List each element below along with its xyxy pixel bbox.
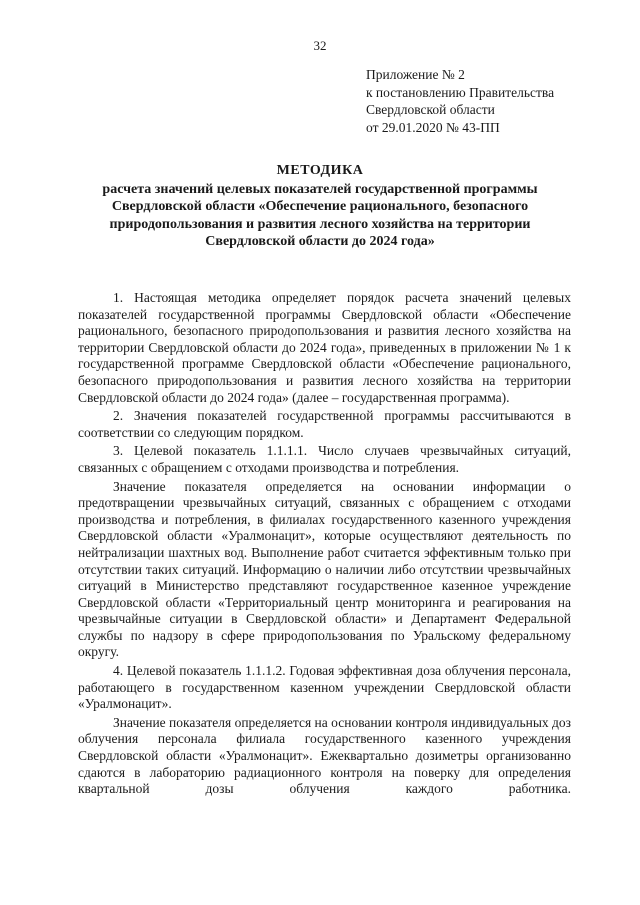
paragraph-2: 2. Значения показателей государственной программы рассчитываются в соответствии со следующим порядком. bbox=[78, 408, 571, 440]
appendix-block bbox=[366, 66, 554, 136]
paragraph-6: Значение показателя определяется на основании контроля индивидуальных доз облучения персонала филиала государственного казенного учреждения Свердловской области «Уралмонацит». Ежеквартально дозиметры организованно сдаются в лабораторию радиационного контроля на поверку для определения квартальной дозы облучения каждого работника. bbox=[78, 714, 571, 797]
appendix-line: от 29.01.2020 № 43-ПП bbox=[366, 119, 500, 135]
title-line: расчета значений целевых показателей государственной программы bbox=[102, 181, 538, 197]
title-line: Свердловской области до 2024 года» bbox=[205, 234, 435, 249]
paragraph-3: 3. Целевой показатель 1.1.1.1. Число случаев чрезвычайных ситуаций, связанных с обращением с отходами производства и потребления. bbox=[78, 443, 571, 475]
title-line: природопользования и развития лесного хозяйства на территории bbox=[109, 216, 531, 232]
appendix-line: Приложение № 2 bbox=[366, 67, 465, 82]
appendix-line: к постановлению Правительства bbox=[366, 84, 555, 100]
appendix-line: Свердловской области bbox=[366, 102, 495, 117]
document-body bbox=[78, 290, 571, 800]
paragraph-5: 4. Целевой показатель 1.1.1.2. Годовая эффективная доза облучения персонала, работающего в государственном казенном учреждении Свердловской области «Уралмонацит». bbox=[78, 663, 571, 712]
page-number: 32 bbox=[313, 38, 327, 53]
document-title bbox=[72, 162, 568, 251]
title-heading: МЕТОДИКА bbox=[276, 163, 364, 178]
title-line: Свердловской области «Обеспечение рационального, безопасного bbox=[111, 199, 529, 214]
paragraph-4: Значение показателя определяется на основании информации о предотвращении чрезвычайных ситуаций, связанных с обращением с отходами производства и потребления, в филиалах государственного казенного учреждения Свердловской области «Уралмонацит», которые осуществляют деятельность по нейтрализации шахтных вод. Выполнение работ считается эффективным только при отсутствии таких ситуаций. Информацию о наличии либо отсутствии чрезвычайных ситуаций в Министерство представляют государственное казенное учреждение Свердловской области «Территориальный центр мониторинга и реагирования на чрезвычайные ситуации в Свердловской области» и Департамент Федеральной службы по надзору в сфере природопользования по Уральскому федеральному округу. bbox=[78, 478, 571, 660]
paragraph-1: 1. Настоящая методика определяет порядок расчета значений целевых показателей государственной программы Свердловской области «Обеспечение рационального, безопасного природопользования и развития лесного хозяйства на территории Свердловской области до 2024 года», приведенных в приложении № 1 к государственной программе Свердловской области «Обеспечение рационального, безопасного природопользования и развития лесного хозяйства на территории Свердловской области до 2024 года» (далее – государственная программа). bbox=[78, 290, 571, 405]
